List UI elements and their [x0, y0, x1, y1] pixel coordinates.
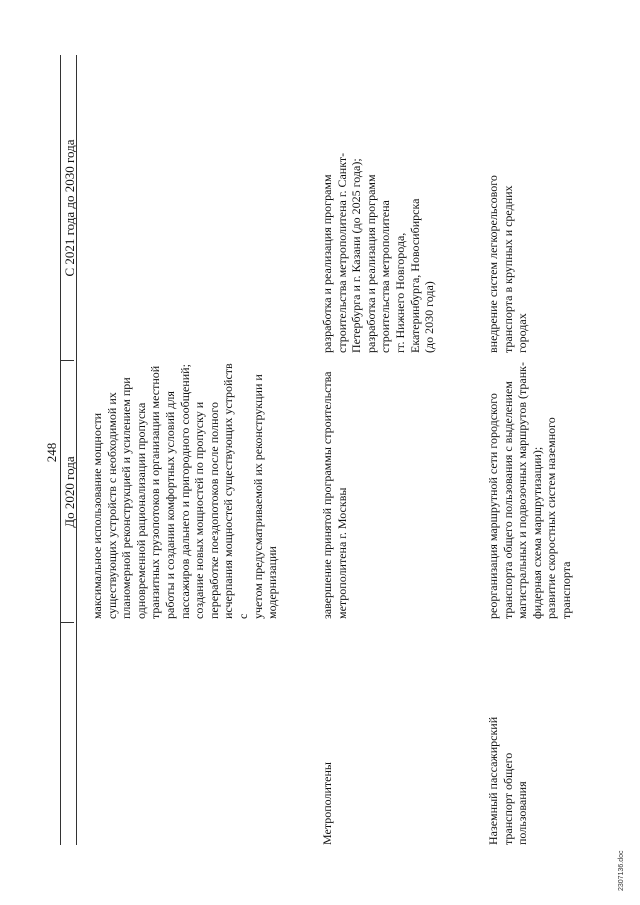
row-3-2021-2030: внедрение систем легкорельсового транспорта в крупных и средних городах — [486, 175, 530, 353]
table-top-rule — [60, 55, 61, 845]
row-2-2021-2030: разработка и реализация программ строительства метрополитена г. Санкт- Петербурга и г. Казани (до 2025 года); разработка и реализация программ строительства метрополитена гг. Нижнего Новгорода, Екатеринбурга, Новосибирска (до 2030 года) — [320, 152, 437, 353]
page-number: 248 — [44, 442, 59, 463]
row-3-before-2020: реорганизация маршрутной сети городского транспорта общего пользования с выделением магистральных и подвозочных маршрутов (транк- фидерная схема маршрутизации); развитие скоростных систем наземного транспорта — [486, 362, 573, 619]
measures-table — [60, 55, 573, 845]
header-before-2020: До 2020 года — [62, 456, 77, 528]
row-2-before-2020: завершение принятой программы строительства метрополитена г. Москвы — [320, 371, 349, 619]
document-footer-code: 2307136.doc — [618, 850, 625, 891]
row-1-before-2020: максимальное использование мощности существующих устройств с необходимой их планомерной реконструкцией и усилением при одновременной рационализации пропуска транзитных грузопотоков и организации местной работы и создании комфортных условий для пассажиров дальнего и пригородного сообщений; создание новых мощностей по пропуску и переработке поездопотоков после полного исчерпания мощностей существующих устройств с учетом предусматриваемой их реконструкции и модернизации — [90, 363, 280, 619]
row-3-label: Наземный пассажирский транспорт общего пользования — [486, 716, 530, 845]
header-bottom-rule — [76, 55, 77, 845]
row-2-label: Метрополитены — [320, 762, 334, 845]
header-2021-2030: С 2021 года до 2030 года — [62, 139, 77, 277]
